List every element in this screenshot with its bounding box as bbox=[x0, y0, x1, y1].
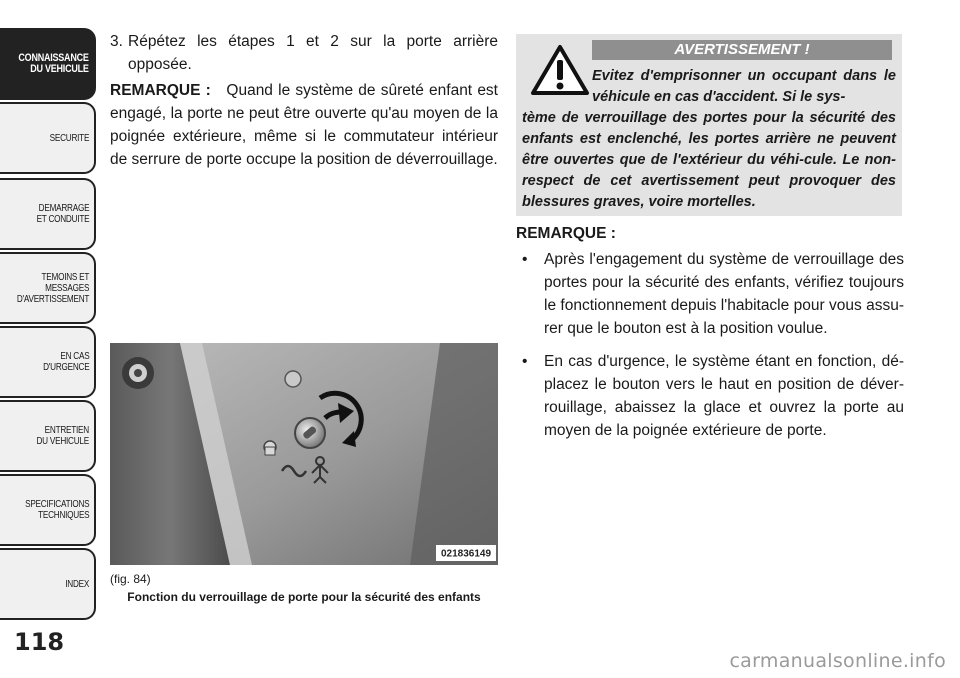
step-text: Répétez les étapes 1 et 2 sur la porte arrière opposée. bbox=[128, 33, 498, 73]
child-lock-photo bbox=[110, 343, 498, 565]
tab-specifications-techniques[interactable] bbox=[0, 474, 96, 546]
door-edge-illustration bbox=[110, 343, 498, 565]
tab-label: SPECIFICATIONS TECHNIQUES bbox=[24, 499, 89, 521]
tab-label: SECURITE bbox=[49, 132, 89, 144]
tab-en-cas-d-urgence[interactable] bbox=[0, 326, 96, 398]
tab-temoins-et-messages[interactable] bbox=[0, 252, 96, 324]
remark-bullet bbox=[510, 248, 904, 340]
note-paragraph bbox=[110, 79, 498, 171]
tab-label: CONNAISSANCE DU VEHICULE bbox=[18, 52, 89, 75]
bullet-dot: • bbox=[522, 251, 528, 268]
warning-text-first: Evitez d'emprisonner un occupant dans le véhicule en cas d'accident. Si le sys- bbox=[592, 68, 896, 105]
right-column bbox=[516, 222, 904, 452]
tab-label: INDEX bbox=[65, 578, 89, 590]
note-text: Quand le système de sûreté enfant est engagé, la porte ne peut être ouverte qu'au moyen de la poignée extérieure, même si le commutateur intérieur de serrure de porte occupe la position de déverrouillage. bbox=[110, 82, 498, 168]
warning-title: AVERTISSEMENT ! bbox=[592, 40, 892, 60]
figure-caption: Fonction du verrouillage de porte pour la sécurité des enfants bbox=[127, 590, 481, 604]
page-number: 118 bbox=[14, 628, 65, 656]
tab-label: TEMOINS ET MESSAGES D'AVERTISSEMENT bbox=[16, 271, 89, 305]
left-column bbox=[110, 30, 498, 174]
figure-reference: (fig. 84) bbox=[110, 572, 151, 586]
watermark: carmanualsonline.info bbox=[729, 650, 946, 672]
tab-label: ENTRETIEN DU VEHICULE bbox=[36, 425, 89, 447]
warning-text bbox=[522, 66, 896, 213]
step-number: 3. bbox=[110, 33, 123, 50]
bullet-dot: • bbox=[522, 353, 528, 370]
tab-connaissance-du-vehicule[interactable] bbox=[0, 28, 96, 100]
warning-box bbox=[516, 34, 902, 216]
tab-index[interactable] bbox=[0, 548, 96, 620]
remark-bullet bbox=[510, 350, 904, 442]
bullet-text: En cas d'urgence, le système étant en fonction, dé-placez le bouton vers le haut en position de déver-rouillage, abaissez la glace et ouvrez la porte au moyen de la poignée extérieure de porte. bbox=[544, 353, 904, 439]
tab-entretien-du-vehicule[interactable] bbox=[0, 400, 96, 472]
figure-code: 021836149 bbox=[440, 548, 492, 560]
tab-label: DEMARRAGE ET CONDUITE bbox=[36, 203, 89, 225]
note-label: REMARQUE : bbox=[110, 82, 211, 99]
bullet-text: Après l'engagement du système de verrouillage des portes pour la sécurité des enfants, vérifiez toujours le fonctionnement depuis l'habitacle pour vous assu-rer que le bouton est à la position voulue. bbox=[544, 251, 904, 337]
warning-text-rest: tème de verrouillage des portes pour la sécurité des enfants est enclenché, les portes arrière ne peuvent être ouvertes que de l'extérieur du véhi-cule. Le non-respect de cet avertissement peut provoquer des blessures graves, voire mortelles. bbox=[522, 110, 896, 210]
tab-demarrage-et-conduite[interactable] bbox=[0, 178, 96, 250]
remark-title: REMARQUE : bbox=[516, 225, 616, 242]
step-3 bbox=[110, 30, 498, 76]
tab-label: EN CAS D'URGENCE bbox=[42, 351, 89, 373]
tab-securite[interactable] bbox=[0, 102, 96, 174]
